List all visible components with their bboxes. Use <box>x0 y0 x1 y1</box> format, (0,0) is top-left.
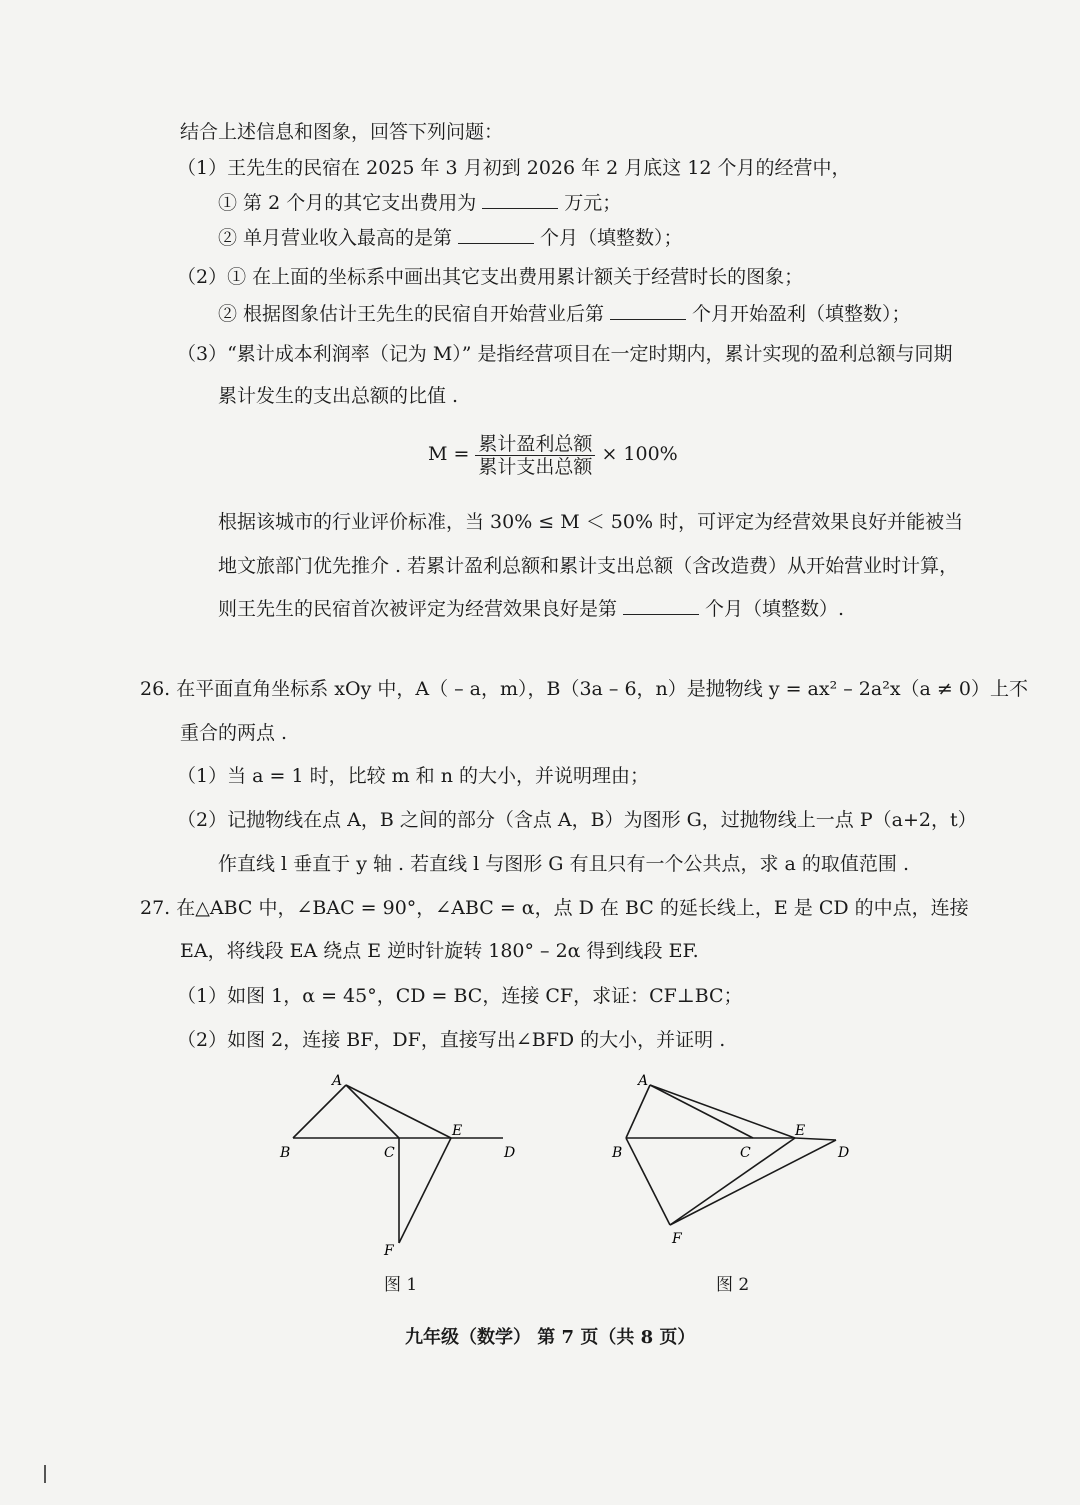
answer-blank <box>623 600 699 615</box>
q25-part2b-text: ② 根据图象估计王先生的民宿自开始营业后第 <box>218 303 605 325</box>
answer-blank <box>458 229 534 244</box>
q25-part2a: （2）① 在上面的坐标系中画出其它支出费用累计额关于经营时长的图象； <box>177 266 804 288</box>
figure-2 <box>600 1065 860 1265</box>
formula-denominator: 累计支出总额 <box>478 455 593 478</box>
q25-part3-line5 <box>218 597 844 621</box>
q27-part2: （2）如图 2，连接 BF，DF，直接写出∠BFD 的大小，并证明 . <box>177 1029 726 1051</box>
q27-line1: 27. 在△ABC 中，∠BAC = 90°，∠ABC = α，点 D 在 BC 的延长线上，E 是 CD 的中点，连接 <box>140 897 969 919</box>
q26-part2-line1: （2）记抛物线在点 A，B 之间的部分（含点 A，B）为图形 G，过抛物线上一点 P（a+2，t） <box>177 809 977 831</box>
q26-line2: 重合的两点 . <box>180 722 288 744</box>
formula-lhs: M = <box>428 443 470 465</box>
q25-intro: 结合上述信息和图象，回答下列问题： <box>180 121 504 143</box>
point-label-e: E <box>795 1123 806 1139</box>
answer-blank <box>482 194 558 209</box>
q25-part1b-text: ② 单月营业收入最高的是第 <box>218 227 453 249</box>
point-label-d: D <box>504 1145 516 1161</box>
q25-part1b-unit: 个月（填整数）； <box>540 227 683 249</box>
formula-rhs: × 100% <box>601 443 678 465</box>
q25-part1b <box>218 226 683 250</box>
figure-1-caption: 图 1 <box>384 1275 418 1295</box>
q25-part1: （1）王先生的民宿在 2025 年 3 月初到 2026 年 2 月底这 12 个月的经营中， <box>177 157 851 179</box>
q25-part1a <box>218 191 621 215</box>
q25-part3-line5-unit: 个月（填整数）. <box>705 598 845 620</box>
formula-numerator: 累计盈利总额 <box>475 433 595 456</box>
q26-part2-line2: 作直线 l 垂直于 y 轴 . 若直线 l 与图形 G 有且只有一个公共点，求 a 的取值范围 . <box>218 853 909 875</box>
point-label-a: A <box>332 1073 343 1089</box>
point-label-e: E <box>452 1123 463 1139</box>
formula-fraction <box>475 433 595 478</box>
point-label-a: A <box>638 1073 649 1089</box>
point-label-b: B <box>280 1145 291 1161</box>
q25-part1a-text: ① 第 2 个月的其它支出费用为 <box>218 192 477 214</box>
point-label-f: F <box>672 1231 682 1247</box>
q25-part2b-unit: 个月开始盈利（填整数）； <box>692 303 911 325</box>
segment-fd <box>670 1140 836 1225</box>
point-label-c: C <box>740 1145 751 1161</box>
q25-part3-line1: （3）“累计成本利润率（记为 M）” 是指经营项目在一定时期内，累计实现的盈利总额与同期 <box>177 343 953 365</box>
answer-blank <box>610 305 686 320</box>
segment-ba <box>626 1085 650 1138</box>
segment-ae <box>650 1085 795 1138</box>
segment-ac <box>346 1085 399 1138</box>
point-label-d: D <box>838 1145 850 1161</box>
segment-ae <box>346 1085 451 1138</box>
formula <box>428 430 678 478</box>
segment-ba <box>293 1085 346 1138</box>
q25-part3-line5-text: 则王先生的民宿首次被评定为经营效果良好是第 <box>218 598 618 620</box>
segment-ac <box>650 1085 753 1138</box>
figure-1 <box>270 1065 530 1265</box>
q25-part3-line2: 累计发生的支出总额的比值 . <box>218 385 459 407</box>
q25-part1a-unit: 万元； <box>564 192 622 214</box>
segment-bf <box>626 1138 670 1225</box>
figure-2-caption: 图 2 <box>716 1275 750 1295</box>
point-label-b: B <box>612 1145 623 1161</box>
segment-ef <box>399 1138 451 1243</box>
page-footer: 九年级（数学） 第 7 页（共 8 页） <box>405 1327 696 1348</box>
q25-part3-line4: 地文旅部门优先推介 . 若累计盈利总额和累计支出总额（含改造费）从开始营业时计算， <box>218 555 959 577</box>
scan-mark <box>44 1465 46 1483</box>
q26-part1: （1）当 a = 1 时，比较 m 和 n 的大小，并说明理由； <box>177 765 649 787</box>
q27-line2: EA，将线段 EA 绕点 E 逆时针旋转 180° – 2α 得到线段 EF. <box>180 940 699 962</box>
q25-part2b <box>218 302 911 326</box>
segment-fe <box>670 1138 795 1225</box>
q26-line1: 26. 在平面直角坐标系 xOy 中，A（ – a，m），B（3a – 6，n）是抛物线 y = ax² – 2a²x（a ≠ 0）上不 <box>140 678 1028 700</box>
point-label-f: F <box>384 1243 394 1259</box>
point-label-c: C <box>384 1145 395 1161</box>
q25-part3-line3: 根据该城市的行业评价标准，当 30% ≤ M ＜ 50% 时，可评定为经营效果良好并能被当 <box>218 511 964 533</box>
q27-part1: （1）如图 1，α = 45°，CD = BC，连接 CF，求证：CF⊥BC； <box>177 985 743 1007</box>
